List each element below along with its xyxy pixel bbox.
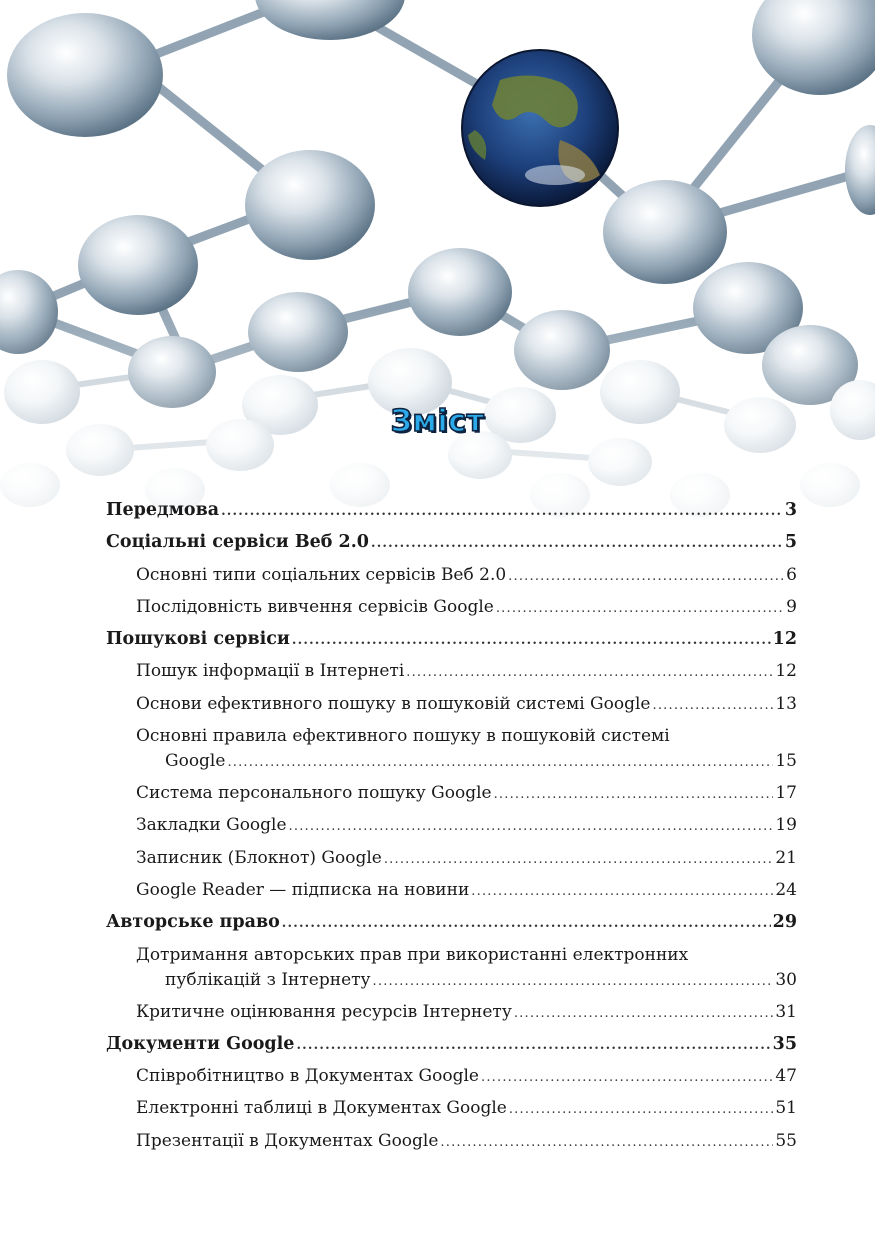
toc-entry-title-line2: публікацій з Інтернету [165, 969, 371, 990]
dot-leader [406, 658, 773, 688]
toc-entry-title: Авторське право [106, 912, 280, 933]
toc-page-number: 30 [775, 969, 797, 990]
toc-section[interactable] [106, 495, 797, 527]
toc-entry[interactable] [106, 592, 797, 624]
dot-leader [471, 877, 773, 907]
dot-leader [652, 691, 773, 721]
dot-leader [373, 969, 774, 994]
toc-entry[interactable] [106, 656, 797, 688]
toc-entry[interactable] [106, 1126, 797, 1158]
toc-entry[interactable] [106, 875, 797, 907]
toc-entry-title: Презентації в Документах Google [136, 1130, 439, 1151]
toc-page-number: 51 [775, 1098, 797, 1119]
toc-section[interactable] [106, 907, 797, 939]
toc-entry[interactable] [106, 843, 797, 875]
dot-leader [509, 1095, 774, 1125]
dot-leader [221, 497, 783, 527]
toc-page-number: 5 [784, 532, 797, 553]
toc-entry-title: Документи Google [106, 1033, 295, 1054]
toc-entry[interactable] [106, 1093, 797, 1125]
toc-entry[interactable] [106, 810, 797, 842]
toc-entry-title: Основні типи соціальних сервісів Веб 2.0 [136, 564, 507, 585]
toc-page-number: 12 [775, 661, 797, 682]
toc-entry-title: Послідовність вивчення сервісів Google [136, 596, 494, 617]
toc-entry-title: Передмова [106, 500, 220, 520]
toc-entry[interactable] [106, 560, 797, 592]
toc-entry-title: Пошукові сервіси [106, 629, 290, 650]
dot-leader [296, 1031, 770, 1061]
toc-page-number: 15 [775, 751, 797, 772]
page-title: Зміст [390, 404, 485, 439]
toc-page-number: 6 [786, 564, 797, 585]
toc-page-number: 17 [775, 783, 797, 804]
toc-entry[interactable] [106, 1061, 797, 1093]
toc-page-number: 55 [775, 1130, 797, 1151]
toc-entry[interactable] [106, 997, 797, 1029]
toc-entry-title: Соціальні сервіси Веб 2.0 [106, 532, 369, 553]
toc-entry[interactable] [106, 778, 797, 810]
dot-leader [371, 529, 783, 559]
toc-section[interactable] [106, 624, 797, 656]
toc-entry-title: Записник (Блокнот) Google [136, 847, 382, 868]
toc-page-number: 13 [775, 693, 797, 714]
toc-entry-title: Пошук інформації в Інтернеті [136, 661, 405, 682]
toc-entry-title: Критичне оцінювання ресурсів Інтернету [136, 1001, 512, 1022]
toc-entry-title: Основи ефективного пошуку в пошуковій системі Google [136, 693, 651, 714]
dot-leader [289, 812, 774, 842]
header-banner [0, 0, 875, 560]
molecular-network-illustration [0, 0, 875, 560]
dot-leader [514, 999, 774, 1029]
toc-page-number: 31 [775, 1001, 797, 1022]
toc-page-number: 24 [775, 879, 797, 900]
toc-section[interactable] [106, 527, 797, 559]
dot-leader [440, 1128, 773, 1158]
dot-leader [282, 909, 771, 939]
toc-page-number: 21 [775, 847, 797, 868]
toc-page-number: 3 [784, 500, 797, 520]
table-of-contents [106, 495, 797, 1158]
dot-leader [227, 750, 773, 775]
toc-page-number: 29 [772, 912, 797, 933]
dot-leader [292, 626, 771, 656]
dot-leader [496, 594, 784, 624]
toc-section[interactable] [106, 1029, 797, 1061]
toc-page-number: 19 [775, 815, 797, 836]
dot-leader [384, 845, 774, 875]
toc-entry-title: Закладки Google [136, 815, 287, 836]
toc-entry-title-line2: Google [165, 751, 226, 772]
toc-page-number: 35 [772, 1033, 797, 1054]
dot-leader [494, 780, 774, 810]
dot-leader [481, 1063, 773, 1093]
toc-page-number: 12 [772, 629, 797, 650]
toc-entry[interactable] [106, 940, 797, 994]
toc-page-number: 47 [775, 1066, 797, 1087]
toc-page-number: 9 [786, 596, 797, 617]
toc-entry[interactable] [106, 721, 797, 775]
toc-entry-title: Співробітництво в Документах Google [136, 1066, 479, 1087]
toc-entry-title-line1: Основні правила ефективного пошуку в пошуковій системі [136, 726, 670, 747]
toc-entry-title: Система персонального пошуку Google [136, 783, 492, 804]
toc-entry-title-line1: Дотримання авторських прав при використанні електронних [136, 944, 689, 965]
toc-entry-title: Google Reader — підписка на новини [136, 879, 470, 900]
dot-leader [508, 562, 784, 592]
toc-entry[interactable] [106, 689, 797, 721]
toc-entry-title: Електронні таблиці в Документах Google [136, 1098, 507, 1119]
